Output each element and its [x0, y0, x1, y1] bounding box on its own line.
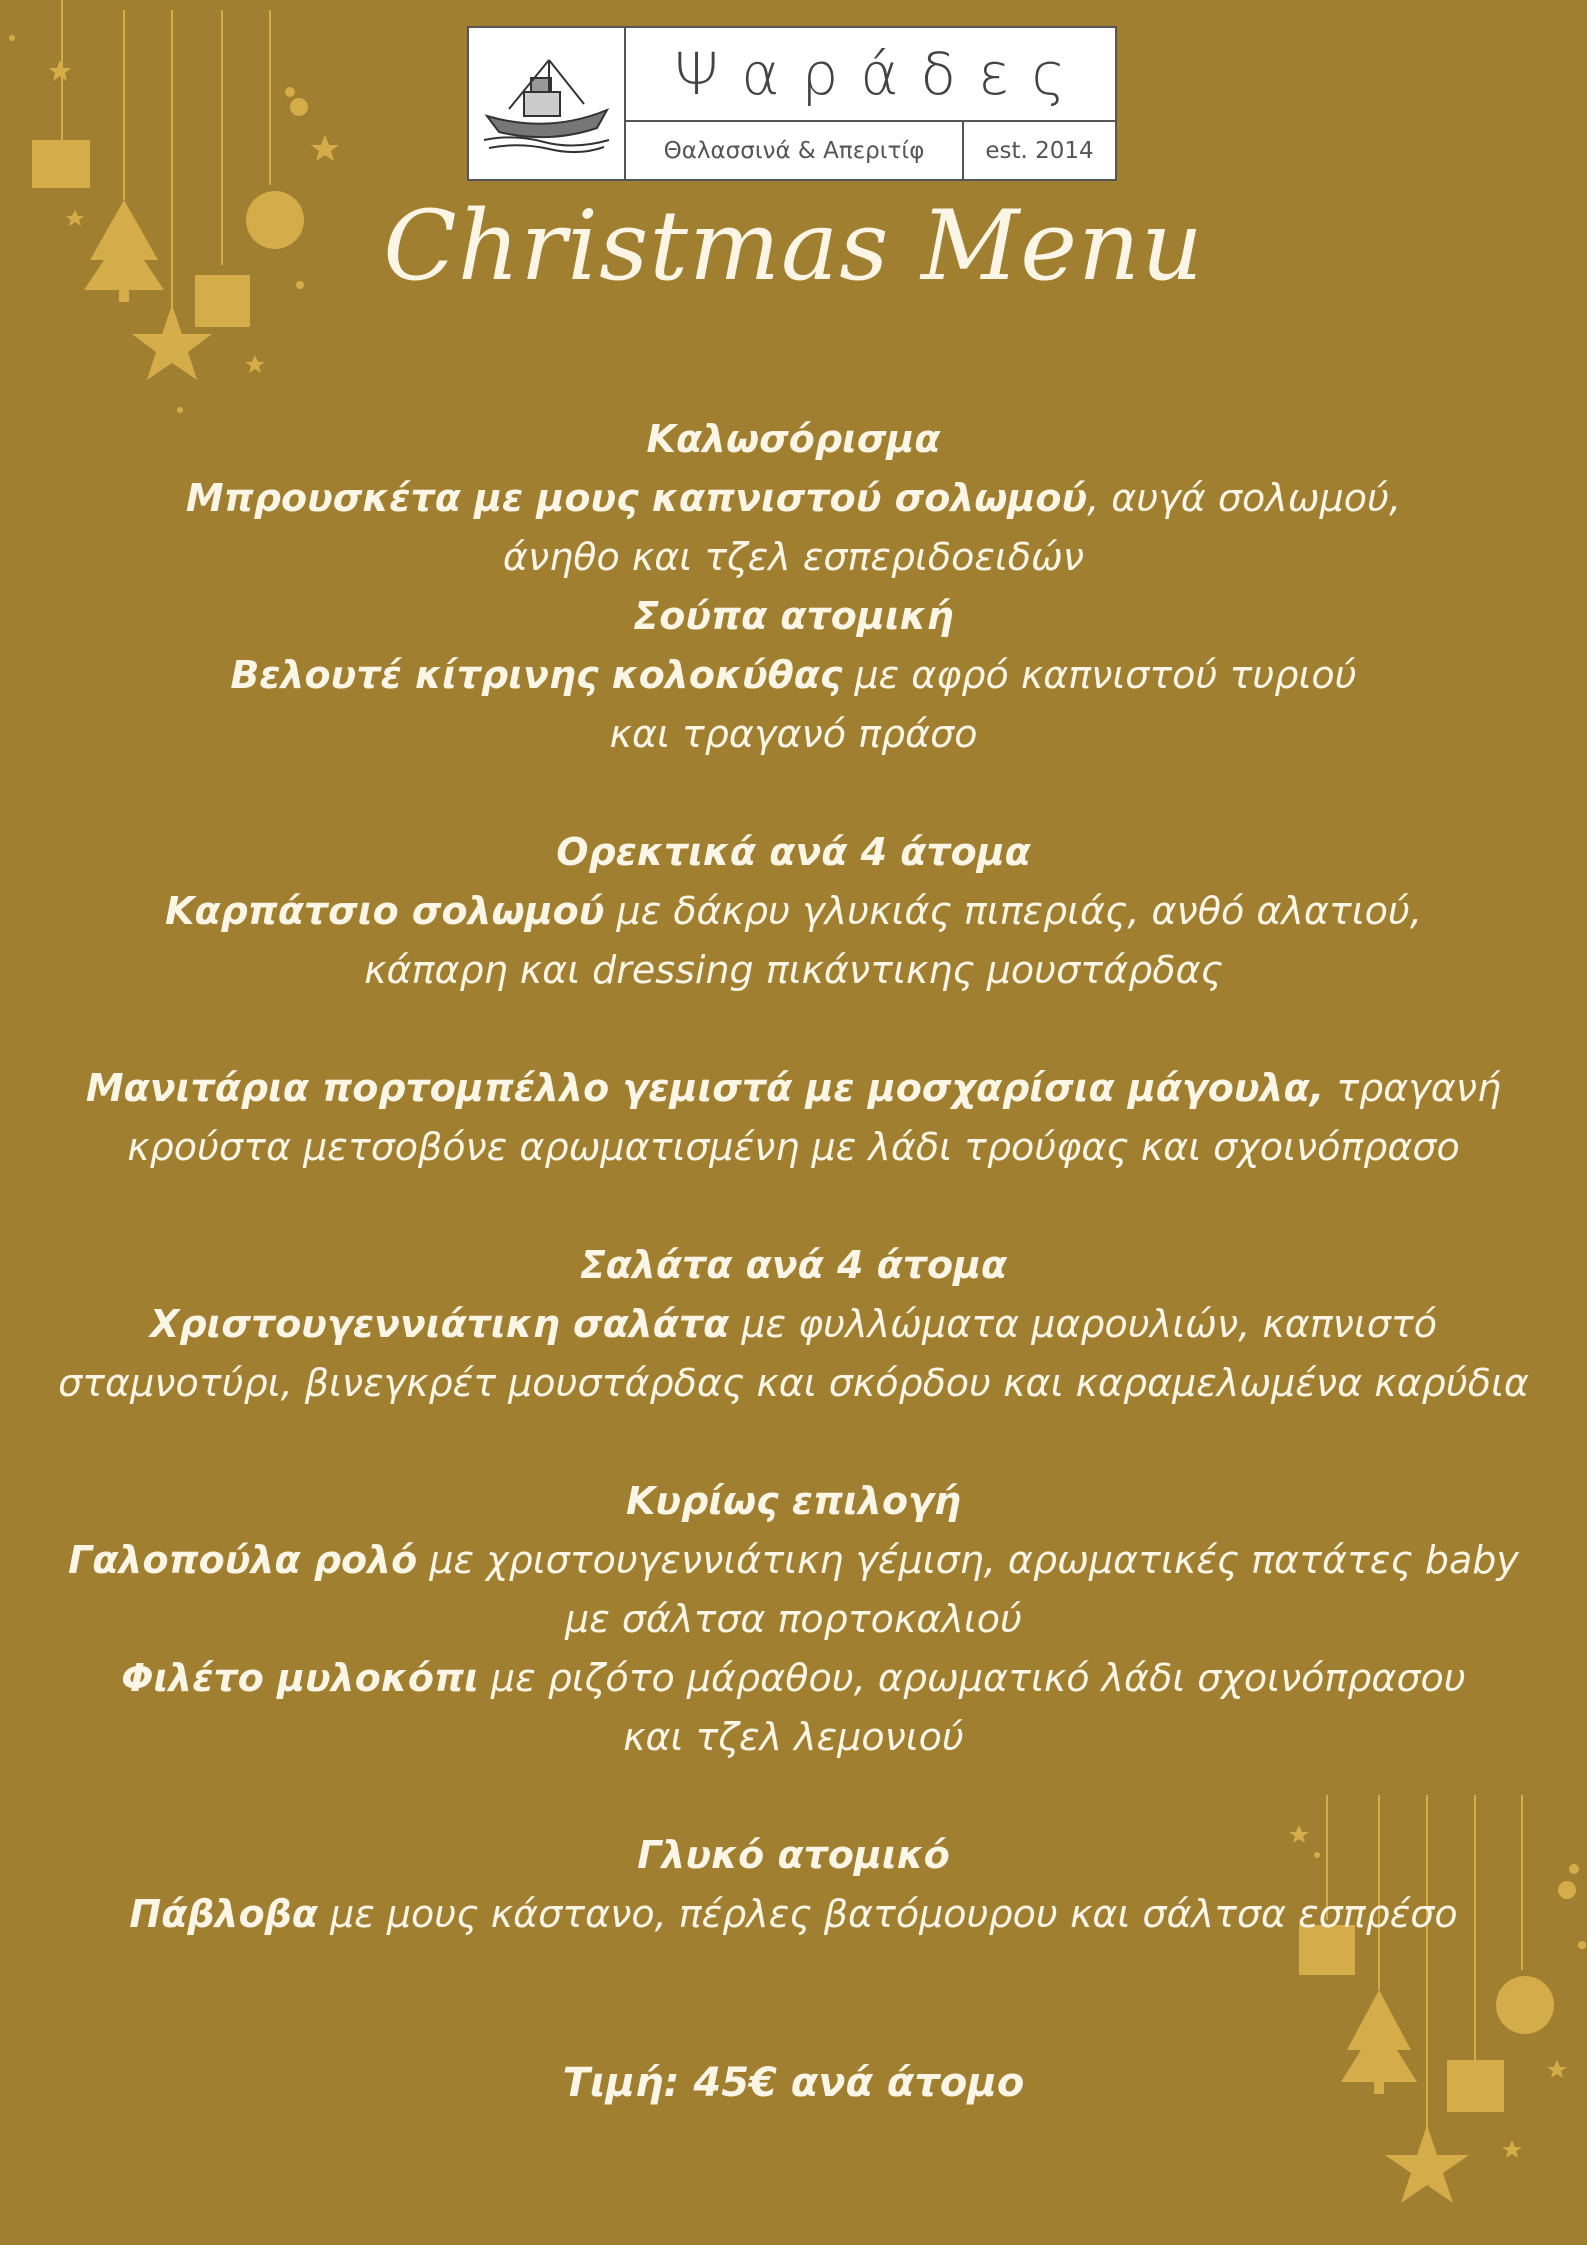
- menu-item-christmas-salad: Χριστουγεννιάτικη σαλάτα με φυλλώματα μαρουλιών, καπνιστό: [150, 1302, 1437, 1346]
- menu-item-desc: με σάλτσα πορτοκαλιού: [565, 1597, 1022, 1641]
- section-heading-main: Κυρίως επιλογή: [625, 1479, 961, 1523]
- star-icon: [1385, 2125, 1469, 2203]
- menu-body: [0, 410, 1587, 1944]
- gift-icon: [32, 140, 90, 188]
- restaurant-tagline: Θαλασσινά & Απεριτίφ: [626, 122, 964, 179]
- menu-title: Christmas Menu: [383, 190, 1204, 302]
- menu-item-pavlova: Πάβλοβα με μους κάστανο, πέρλες βατόμουρου και σάλτσα εσπρέσο: [129, 1892, 1458, 1936]
- fishing-boat-illustration: [469, 28, 626, 179]
- menu-item-desc: άνηθο και τζελ εσπεριδοειδών: [502, 535, 1085, 579]
- section-heading-salad: Σαλάτα ανά 4 άτομα: [579, 1243, 1008, 1287]
- section-heading-dessert: Γλυκό ατομικό: [637, 1833, 950, 1877]
- restaurant-logo: [467, 26, 1117, 181]
- menu-item-desc: και τζελ λεμονιού: [623, 1715, 964, 1759]
- boat-icon: [479, 54, 614, 154]
- established-year: est. 2014: [985, 137, 1094, 164]
- menu-item-mushrooms: Μανιτάρια πορτομπέλλο γεμιστά με μοσχαρίσια μάγουλα, τραγανή: [85, 1066, 1502, 1110]
- restaurant-name: Ψαράδες: [626, 28, 1115, 122]
- menu-item-desc: κάπαρη και dressing πικάντικης μουστάρδας: [364, 948, 1223, 992]
- price-per-person: Τιμή: 45€ ανά άτομο: [562, 2060, 1025, 2106]
- section-heading-welcome: Καλωσόρισμα: [646, 417, 941, 461]
- menu-item-desc: και τραγανό πράσο: [609, 712, 978, 756]
- menu-item-turkey: Γαλοπούλα ρολό με χριστουγεννιάτικη γέμιση, αρωματικές πατάτες baby: [68, 1538, 1519, 1582]
- menu-item-veloute: Βελουτέ κίτρινης κολοκύθας με αφρό καπνιστού τυριού: [230, 653, 1357, 697]
- menu-item-desc: σταμνοτύρι, βινεγκρέτ μουστάρδας και σκόρδου και καραμελωμένα καρύδια: [58, 1361, 1529, 1405]
- bauble-icon: [1496, 1976, 1554, 2034]
- section-heading-starters: Ορεκτικά ανά 4 άτομα: [556, 830, 1031, 874]
- menu-item-desc: κρούστα μετσοβόνε αρωματισμένη με λάδι τρούφας και σχοινόπρασο: [127, 1125, 1460, 1169]
- menu-item-sea-bass: Φιλέτο μυλοκόπι με ριζότο μάραθου, αρωματικό λάδι σχοινόπρασου: [121, 1656, 1466, 1700]
- section-heading-soup: Σούπα ατομική: [633, 594, 954, 638]
- menu-item-carpaccio: Καρπάτσιο σολωμού με δάκρυ γλυκιάς πιπεριάς, ανθό αλατιού,: [165, 889, 1422, 933]
- menu-item-bruschetta: Μπρουσκέτα με μους καπνιστού σολωμού, αυγά σολωμού,: [185, 476, 1402, 520]
